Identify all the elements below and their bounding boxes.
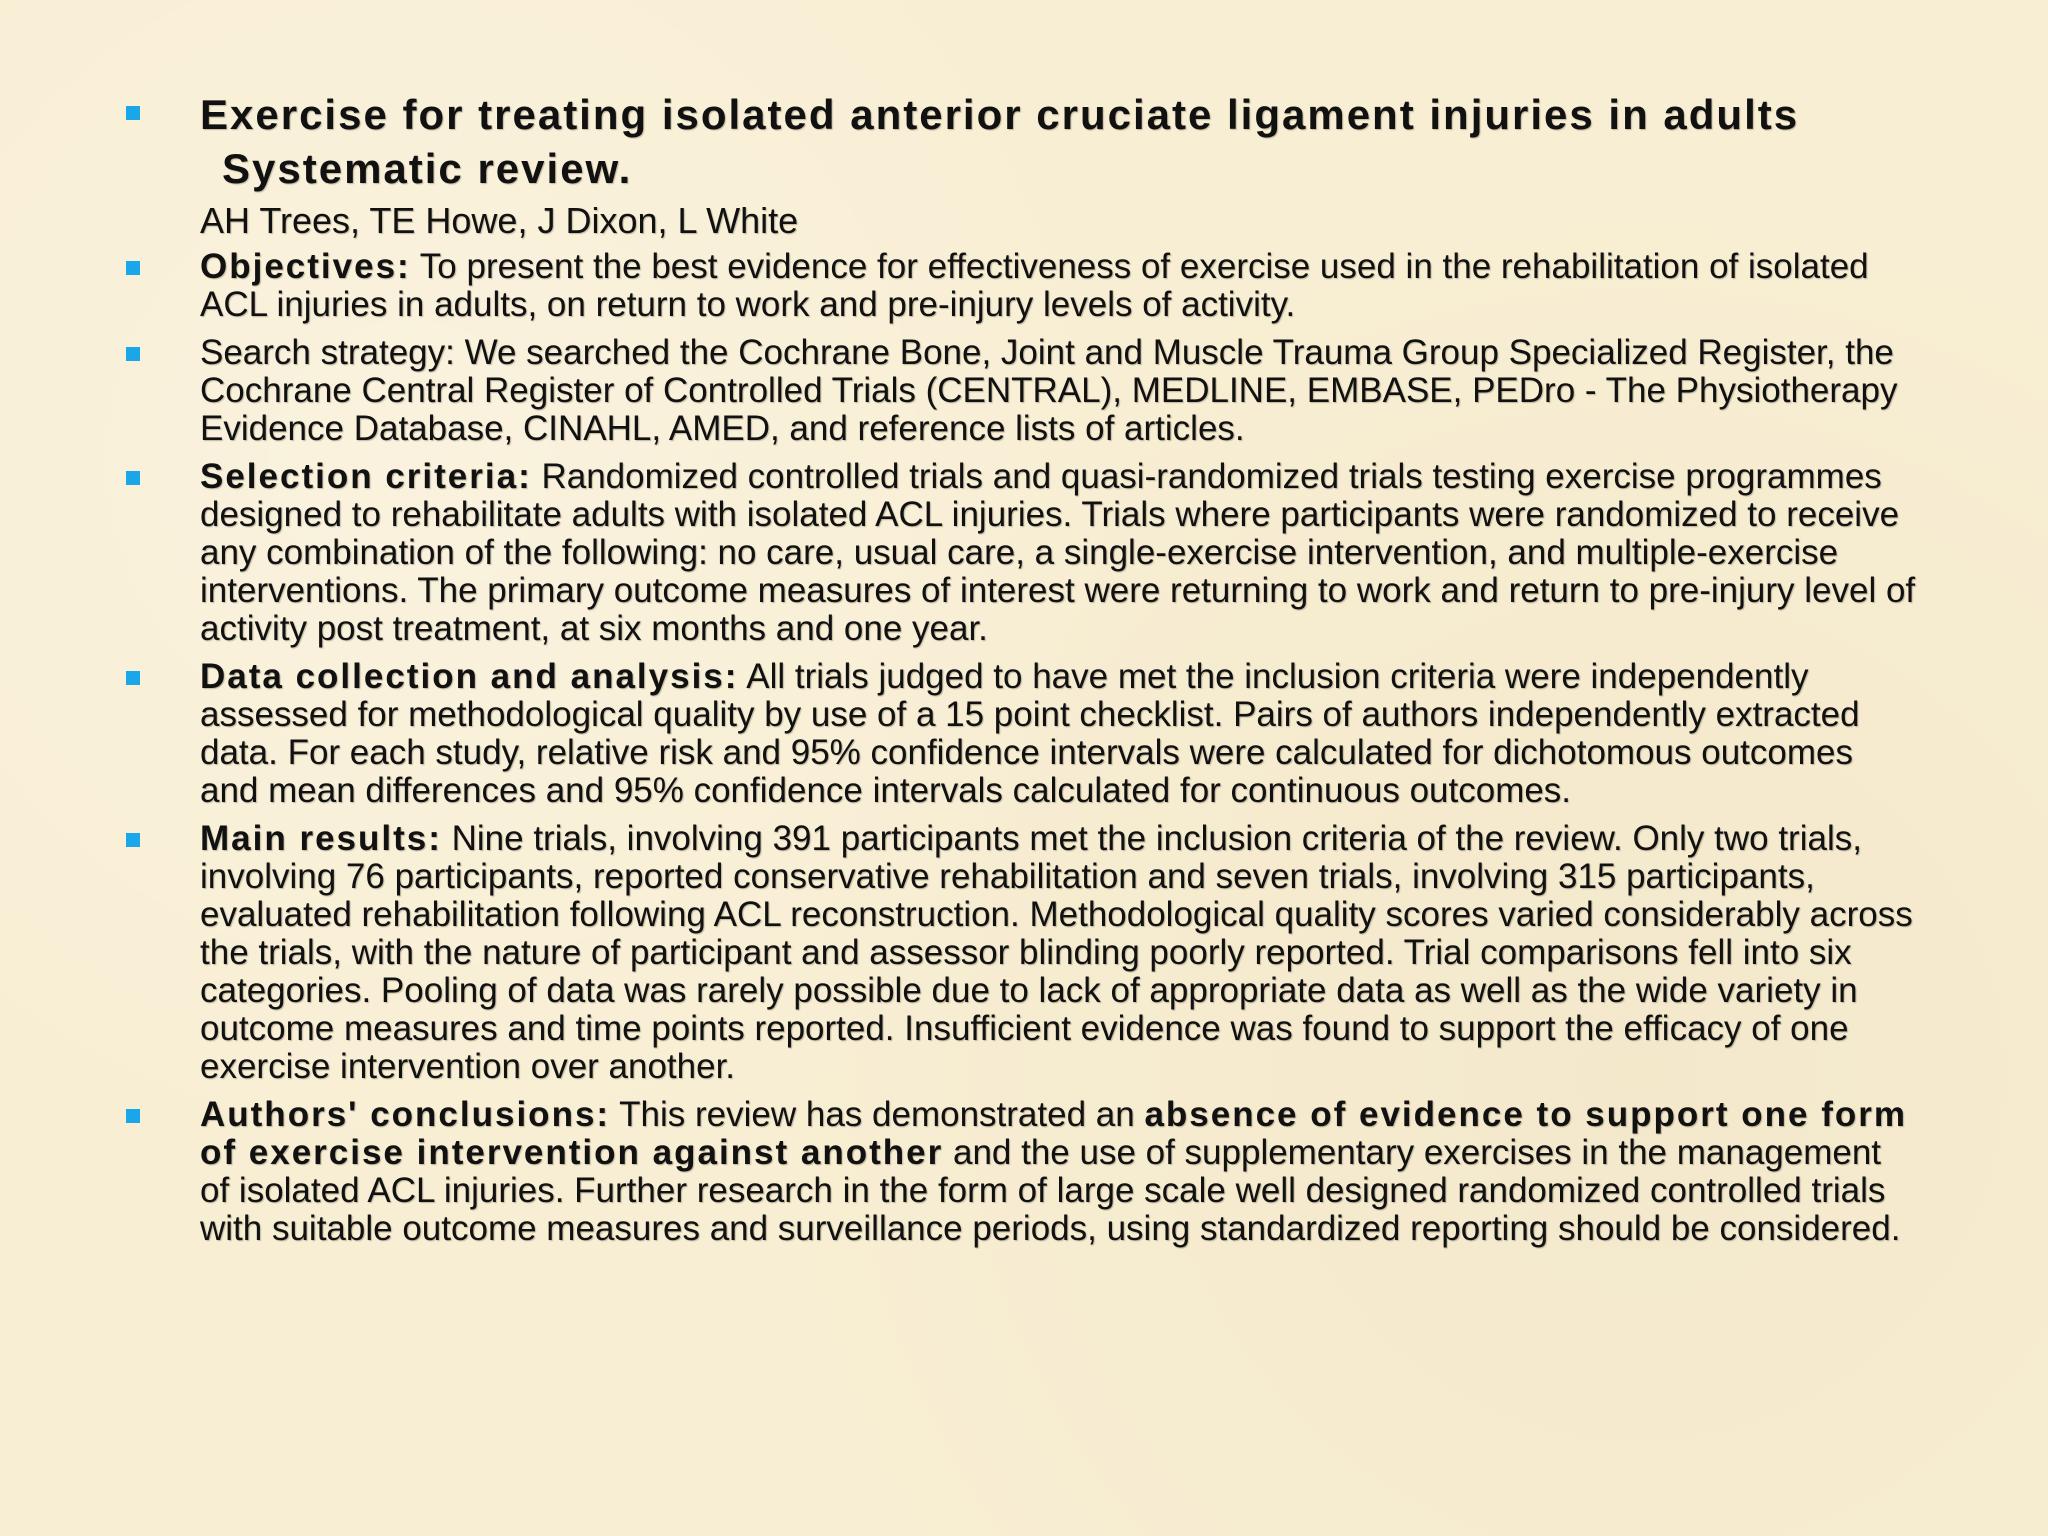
square-bullet-icon [126,106,140,120]
selection-criteria-item [118,458,1918,648]
square-bullet-icon [126,671,140,685]
main-results-item [118,820,1918,1086]
title-line-2: Systematic review. [222,145,633,192]
data-collection-label: Data collection and analysis: [200,657,739,696]
square-bullet-icon [126,1109,140,1123]
search-strategy-item [118,334,1918,448]
selection-criteria-text: Randomized controlled trials and quasi-randomized trials testing exercise programmes designed to rehabilitate adults with isolated ACL injuries. Trials where participants were randomized to receive any combination of the following: no care, usual care, a single-exercise intervention, and multiple-exercise interventions. The primary outcome measures of interest were returning to work and return to pre-injury level of activity post treatment, at six months and one year. [200,457,1916,648]
square-bullet-icon [126,471,140,485]
selection-criteria-label: Selection criteria: [200,457,532,496]
authors-conclusions-item [118,1096,1918,1248]
data-collection-item [118,658,1918,810]
title-line-1: Exercise for treating isolated anterior cruciate ligament injuries in adults [200,91,1800,138]
conclusions-emphasis: absence of evidence to support one form of exercise intervention against another [200,1095,1908,1172]
authors-line: AH Trees, TE Howe, J Dixon, L White [200,200,799,241]
square-bullet-icon [126,347,140,361]
square-bullet-icon [126,261,140,275]
main-results-label: Main results: [200,819,442,858]
conclusions-text-before: This review has demonstrated an [610,1095,1145,1134]
search-strategy-text: Search strategy: We searched the Cochrane Bone, Joint and Muscle Trauma Group Specialized Register, the Cochrane Central Register of Controlled Trials (CENTRAL), MEDLINE, EMBASE, PEDro - The Physiotherapy Evidence Database, CINAHL, AMED, and reference lists of articles. [200,333,1898,448]
objectives-label: Objectives: [200,247,411,286]
main-results-text: Nine trials, involving 391 participants met the inclusion criteria of the review. Only two trials, involving 76 participants, reported conservative rehabilitation and seven trials, involving 315 participants, evaluated rehabilitation following ACL reconstruction. Methodological quality scores varied considerably across the trials, with the nature of participant and assessor blinding poorly reported. Trial comparisons fell into six categories. Pooling of data was rarely possible due to lack of appropriate data as well as the wide variety in outcome measures and time points reported. Insufficient evidence was found to support the efficacy of one exercise intervention over another. [200,819,1913,1086]
objectives-text: To present the best evidence for effectiveness of exercise used in the rehabilitation of isolated ACL injuries in adults, on return to work and pre-injury levels of activity. [200,247,1869,324]
square-bullet-icon [126,833,140,847]
slide-content [118,88,1918,1258]
conclusions-text-after: and the use of supplementary exercises in the management of isolated ACL injuries. Further research in the form of large scale well designed randomized controlled trials with suitable outcome measures and surveillance periods, using standardized reporting should be considered. [200,1133,1901,1248]
authors-conclusions-label: Authors' conclusions: [200,1095,611,1134]
data-collection-text: All trials judged to have met the inclusion criteria were independently assessed for methodological quality by use of a 15 point checklist. Pairs of authors independently extracted data. For each study, relative risk and 95% confidence intervals were calculated for dichotomous outcomes and mean differences and 95% confidence intervals calculated for continuous outcomes. [200,657,1860,810]
slide-title [118,88,1918,196]
objectives-item [118,248,1918,324]
